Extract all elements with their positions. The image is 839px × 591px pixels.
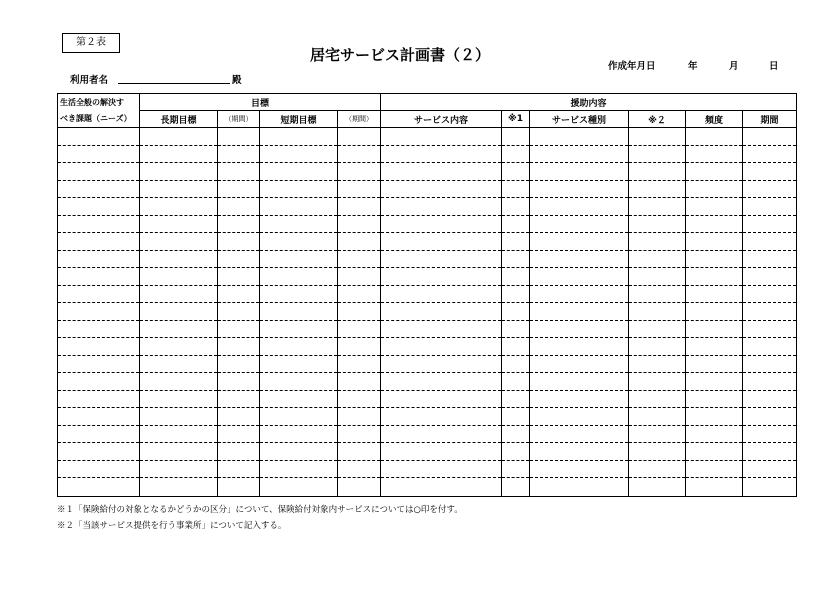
table-cell[interactable]: [381, 443, 502, 461]
table-cell[interactable]: [140, 233, 218, 251]
table-cell[interactable]: [743, 250, 797, 268]
table-cell[interactable]: [530, 250, 629, 268]
table-cell[interactable]: [743, 233, 797, 251]
table-cell[interactable]: [140, 390, 218, 408]
table-cell[interactable]: [502, 145, 530, 163]
mark1-header: ※1: [502, 111, 530, 128]
table-cell[interactable]: [629, 303, 686, 321]
table-cell[interactable]: [338, 303, 381, 321]
table-row: [58, 233, 797, 251]
table-cell[interactable]: [743, 320, 797, 338]
table-cell[interactable]: [260, 338, 338, 356]
table-cell[interactable]: [629, 198, 686, 216]
table-cell[interactable]: [686, 145, 743, 163]
table-row: [58, 250, 797, 268]
table-cell[interactable]: [629, 128, 686, 146]
table-cell[interactable]: [381, 303, 502, 321]
table-cell[interactable]: [58, 145, 140, 163]
table-cell[interactable]: [58, 233, 140, 251]
table-cell[interactable]: [381, 163, 502, 181]
table-cell[interactable]: [743, 425, 797, 443]
table-cell[interactable]: [743, 285, 797, 303]
table-row: [58, 390, 797, 408]
table-row: [58, 425, 797, 443]
table-cell[interactable]: [530, 285, 629, 303]
table-cell[interactable]: [58, 460, 140, 478]
table-cell[interactable]: [530, 320, 629, 338]
document-title: 居宅サービス計画書（２）: [309, 46, 490, 64]
footnote-1: ※１「保険給付の対象となるかどうかの区分」について、保険給付対象内サービスについては○印を付す。: [57, 505, 463, 515]
table-row: [58, 303, 797, 321]
table-cell[interactable]: [260, 373, 338, 391]
table-cell[interactable]: [218, 425, 260, 443]
frequency-header: 頻度: [686, 111, 743, 128]
table-cell[interactable]: [530, 443, 629, 461]
table-cell[interactable]: [58, 198, 140, 216]
table-cell[interactable]: [743, 390, 797, 408]
table-cell[interactable]: [218, 320, 260, 338]
table-cell[interactable]: [743, 338, 797, 356]
table-cell[interactable]: [338, 233, 381, 251]
table-cell[interactable]: [338, 320, 381, 338]
table-cell[interactable]: [58, 443, 140, 461]
table-cell[interactable]: [381, 128, 502, 146]
table-cell[interactable]: [218, 460, 260, 478]
table-cell[interactable]: [218, 390, 260, 408]
table-cell[interactable]: [502, 425, 530, 443]
table-cell[interactable]: [260, 285, 338, 303]
table-cell[interactable]: [58, 268, 140, 286]
table-cell[interactable]: [140, 145, 218, 163]
table-cell[interactable]: [502, 303, 530, 321]
table-cell[interactable]: [140, 215, 218, 233]
table-cell[interactable]: [218, 285, 260, 303]
table-cell[interactable]: [530, 180, 629, 198]
table-row: [58, 373, 797, 391]
table-cell[interactable]: [260, 443, 338, 461]
table-cell[interactable]: [58, 303, 140, 321]
table-cell[interactable]: [140, 250, 218, 268]
table-cell[interactable]: [140, 320, 218, 338]
table-cell[interactable]: [140, 198, 218, 216]
table-cell[interactable]: [338, 285, 381, 303]
table-cell[interactable]: [743, 180, 797, 198]
table-cell[interactable]: [686, 460, 743, 478]
table-cell[interactable]: [743, 478, 797, 497]
created-date-year-label: 年: [688, 61, 698, 72]
table-cell[interactable]: [260, 180, 338, 198]
table-cell[interactable]: [686, 320, 743, 338]
table-cell[interactable]: [743, 145, 797, 163]
table-cell[interactable]: [218, 338, 260, 356]
table-cell[interactable]: [338, 390, 381, 408]
table-row: [58, 163, 797, 181]
table-cell[interactable]: [140, 355, 218, 373]
table-row: [58, 268, 797, 286]
table-cell[interactable]: [218, 303, 260, 321]
table-cell[interactable]: [629, 163, 686, 181]
table-cell[interactable]: [743, 303, 797, 321]
table-cell[interactable]: [629, 460, 686, 478]
created-date-month-label: 月: [729, 61, 739, 72]
table-cell[interactable]: [381, 285, 502, 303]
table-cell[interactable]: [260, 425, 338, 443]
table-cell[interactable]: [218, 145, 260, 163]
table-cell[interactable]: [58, 180, 140, 198]
table-cell[interactable]: [381, 425, 502, 443]
table-cell[interactable]: [502, 320, 530, 338]
table-cell[interactable]: [686, 443, 743, 461]
table-cell[interactable]: [686, 425, 743, 443]
table-cell[interactable]: [743, 215, 797, 233]
table-cell[interactable]: [338, 268, 381, 286]
table-cell[interactable]: [338, 408, 381, 426]
table-cell[interactable]: [218, 163, 260, 181]
table-cell[interactable]: [502, 390, 530, 408]
table-cell[interactable]: [218, 198, 260, 216]
table-cell[interactable]: [502, 373, 530, 391]
table-cell[interactable]: [140, 460, 218, 478]
goals-header: 目標: [140, 94, 381, 111]
table-cell[interactable]: [58, 373, 140, 391]
table-row: [58, 180, 797, 198]
table-cell[interactable]: [260, 320, 338, 338]
table-cell[interactable]: [58, 408, 140, 426]
table-cell[interactable]: [260, 408, 338, 426]
table-row: [58, 338, 797, 356]
short-term-goal-header: 短期目標: [260, 111, 338, 128]
table-cell[interactable]: [686, 268, 743, 286]
table-cell[interactable]: [381, 250, 502, 268]
user-name-label: 利用者名: [70, 75, 109, 86]
table-cell[interactable]: [530, 355, 629, 373]
table-row: [58, 478, 797, 497]
table-cell[interactable]: [502, 478, 530, 497]
table-cell[interactable]: [629, 425, 686, 443]
table-cell[interactable]: [743, 460, 797, 478]
footnote-2: ※２「当該サービス提供を行う事業所」について記入する。: [57, 521, 287, 531]
table-cell[interactable]: [530, 128, 629, 146]
table-cell[interactable]: [260, 355, 338, 373]
table-cell[interactable]: [381, 233, 502, 251]
table-cell[interactable]: [686, 338, 743, 356]
table-cell[interactable]: [58, 320, 140, 338]
table-cell[interactable]: [338, 180, 381, 198]
table-cell[interactable]: [502, 460, 530, 478]
table-cell[interactable]: [686, 215, 743, 233]
table-cell[interactable]: [338, 338, 381, 356]
long-term-period-header: （期間）: [218, 111, 260, 128]
table-cell[interactable]: [260, 303, 338, 321]
table-cell[interactable]: [140, 408, 218, 426]
table-row: [58, 355, 797, 373]
table-cell[interactable]: [629, 390, 686, 408]
table-cell[interactable]: [629, 443, 686, 461]
table-cell[interactable]: [686, 285, 743, 303]
table-cell[interactable]: [530, 215, 629, 233]
form-number-box: 第２表: [62, 33, 120, 53]
table-cell[interactable]: [218, 355, 260, 373]
table-cell[interactable]: [381, 268, 502, 286]
table-cell[interactable]: [686, 233, 743, 251]
care-plan-body: [58, 128, 797, 497]
table-cell[interactable]: [381, 180, 502, 198]
table-cell[interactable]: [338, 425, 381, 443]
table-cell[interactable]: [743, 408, 797, 426]
table-cell[interactable]: [743, 198, 797, 216]
table-cell[interactable]: [218, 443, 260, 461]
table-cell[interactable]: [743, 128, 797, 146]
table-cell[interactable]: [502, 268, 530, 286]
table-cell[interactable]: [58, 425, 140, 443]
table-cell[interactable]: [530, 268, 629, 286]
table-cell[interactable]: [686, 478, 743, 497]
table-cell[interactable]: [58, 355, 140, 373]
table-cell[interactable]: [629, 320, 686, 338]
table-cell[interactable]: [260, 460, 338, 478]
table-cell[interactable]: [381, 390, 502, 408]
table-cell[interactable]: [743, 163, 797, 181]
table-cell[interactable]: [502, 285, 530, 303]
table-cell[interactable]: [140, 285, 218, 303]
table-cell[interactable]: [629, 373, 686, 391]
table-cell[interactable]: [381, 478, 502, 497]
table-row: [58, 215, 797, 233]
table-cell[interactable]: [530, 145, 629, 163]
service-type-header: サービス種別: [530, 111, 629, 128]
table-cell[interactable]: [140, 443, 218, 461]
table-cell[interactable]: [218, 250, 260, 268]
table-cell[interactable]: [686, 373, 743, 391]
service-content-header: サービス内容: [381, 111, 502, 128]
table-cell[interactable]: [502, 163, 530, 181]
table-cell[interactable]: [140, 338, 218, 356]
table-row: [58, 198, 797, 216]
table-row: [58, 128, 797, 146]
user-name-field[interactable]: [118, 83, 230, 84]
table-cell[interactable]: [530, 338, 629, 356]
table-cell[interactable]: [686, 355, 743, 373]
table-cell[interactable]: [743, 443, 797, 461]
created-date-day-label: 日: [769, 61, 779, 72]
table-cell[interactable]: [381, 460, 502, 478]
table-cell[interactable]: [530, 425, 629, 443]
table-cell[interactable]: [686, 180, 743, 198]
table-cell[interactable]: [629, 408, 686, 426]
table-cell[interactable]: [686, 250, 743, 268]
table-cell[interactable]: [530, 198, 629, 216]
table-cell[interactable]: [58, 478, 140, 497]
table-cell[interactable]: [530, 373, 629, 391]
user-name-honorific: 殿: [232, 75, 242, 86]
period-header: 期間: [743, 111, 797, 128]
table-cell[interactable]: [381, 338, 502, 356]
short-term-period-header: （期間）: [338, 111, 381, 128]
table-cell[interactable]: [140, 478, 218, 497]
table-cell[interactable]: [629, 478, 686, 497]
table-cell[interactable]: [743, 268, 797, 286]
table-cell[interactable]: [140, 425, 218, 443]
table-cell[interactable]: [530, 303, 629, 321]
table-row: [58, 145, 797, 163]
table-cell[interactable]: [338, 373, 381, 391]
table-cell[interactable]: [260, 145, 338, 163]
table-cell[interactable]: [530, 390, 629, 408]
table-cell[interactable]: [530, 163, 629, 181]
table-cell[interactable]: [686, 163, 743, 181]
table-cell[interactable]: [629, 145, 686, 163]
table-cell[interactable]: [260, 390, 338, 408]
table-cell[interactable]: [338, 250, 381, 268]
table-cell[interactable]: [502, 215, 530, 233]
table-cell[interactable]: [381, 355, 502, 373]
table-cell[interactable]: [502, 408, 530, 426]
table-cell[interactable]: [218, 268, 260, 286]
table-row: [58, 460, 797, 478]
table-row: [58, 320, 797, 338]
table-cell[interactable]: [502, 355, 530, 373]
table-cell[interactable]: [530, 408, 629, 426]
table-cell[interactable]: [260, 250, 338, 268]
table-cell[interactable]: [140, 180, 218, 198]
table-cell[interactable]: [218, 373, 260, 391]
table-cell[interactable]: [58, 390, 140, 408]
table-cell[interactable]: [140, 303, 218, 321]
table-cell[interactable]: [140, 163, 218, 181]
table-cell[interactable]: [743, 355, 797, 373]
table-row: [58, 443, 797, 461]
table-cell[interactable]: [629, 285, 686, 303]
table-cell[interactable]: [686, 408, 743, 426]
table-row: [58, 285, 797, 303]
table-cell[interactable]: [338, 128, 381, 146]
table-cell[interactable]: [502, 443, 530, 461]
table-cell[interactable]: [338, 443, 381, 461]
table-row: [58, 408, 797, 426]
table-cell[interactable]: [530, 233, 629, 251]
table-cell[interactable]: [686, 303, 743, 321]
table-cell[interactable]: [381, 408, 502, 426]
table-cell[interactable]: [260, 268, 338, 286]
table-cell[interactable]: [629, 355, 686, 373]
table-cell[interactable]: [381, 145, 502, 163]
table-cell[interactable]: [502, 180, 530, 198]
needs-header-line1: 生活全般の解決す: [58, 94, 140, 111]
table-cell[interactable]: [629, 180, 686, 198]
table-cell[interactable]: [338, 215, 381, 233]
table-cell[interactable]: [381, 198, 502, 216]
table-cell[interactable]: [338, 198, 381, 216]
table-cell[interactable]: [260, 233, 338, 251]
table-cell[interactable]: [381, 215, 502, 233]
table-cell[interactable]: [629, 338, 686, 356]
table-cell[interactable]: [338, 163, 381, 181]
table-cell[interactable]: [338, 460, 381, 478]
table-cell[interactable]: [502, 250, 530, 268]
table-cell[interactable]: [530, 478, 629, 497]
table-cell[interactable]: [218, 180, 260, 198]
table-cell[interactable]: [338, 145, 381, 163]
table-cell[interactable]: [218, 128, 260, 146]
table-cell[interactable]: [381, 320, 502, 338]
table-cell[interactable]: [58, 215, 140, 233]
table-cell[interactable]: [140, 373, 218, 391]
table-cell[interactable]: [140, 268, 218, 286]
table-cell[interactable]: [260, 163, 338, 181]
table-cell[interactable]: [218, 233, 260, 251]
table-cell[interactable]: [58, 338, 140, 356]
care-plan-table: [57, 93, 797, 497]
table-cell[interactable]: [502, 128, 530, 146]
table-cell[interactable]: [686, 390, 743, 408]
table-cell[interactable]: [260, 198, 338, 216]
table-cell[interactable]: [629, 268, 686, 286]
table-cell[interactable]: [218, 408, 260, 426]
table-cell[interactable]: [58, 128, 140, 146]
needs-header-line2: べき課題（ニーズ）: [58, 111, 140, 128]
long-term-goal-header: 長期目標: [140, 111, 218, 128]
table-cell[interactable]: [686, 128, 743, 146]
table-cell[interactable]: [381, 373, 502, 391]
created-date-label: 作成年月日: [608, 61, 656, 72]
table-cell[interactable]: [58, 250, 140, 268]
table-cell[interactable]: [338, 478, 381, 497]
table-cell[interactable]: [629, 215, 686, 233]
table-cell[interactable]: [502, 338, 530, 356]
table-cell[interactable]: [218, 215, 260, 233]
table-cell[interactable]: [338, 355, 381, 373]
table-cell[interactable]: [260, 215, 338, 233]
table-cell[interactable]: [530, 460, 629, 478]
table-cell[interactable]: [260, 128, 338, 146]
table-cell[interactable]: [140, 128, 218, 146]
table-cell[interactable]: [629, 250, 686, 268]
table-cell[interactable]: [58, 285, 140, 303]
table-cell[interactable]: [58, 163, 140, 181]
table-cell[interactable]: [260, 478, 338, 497]
table-cell[interactable]: [629, 233, 686, 251]
table-cell[interactable]: [218, 478, 260, 497]
table-cell[interactable]: [686, 198, 743, 216]
mark2-header: ※２: [629, 111, 686, 128]
table-cell[interactable]: [743, 373, 797, 391]
support-header: 援助内容: [381, 94, 797, 111]
table-cell[interactable]: [502, 233, 530, 251]
table-cell[interactable]: [502, 198, 530, 216]
